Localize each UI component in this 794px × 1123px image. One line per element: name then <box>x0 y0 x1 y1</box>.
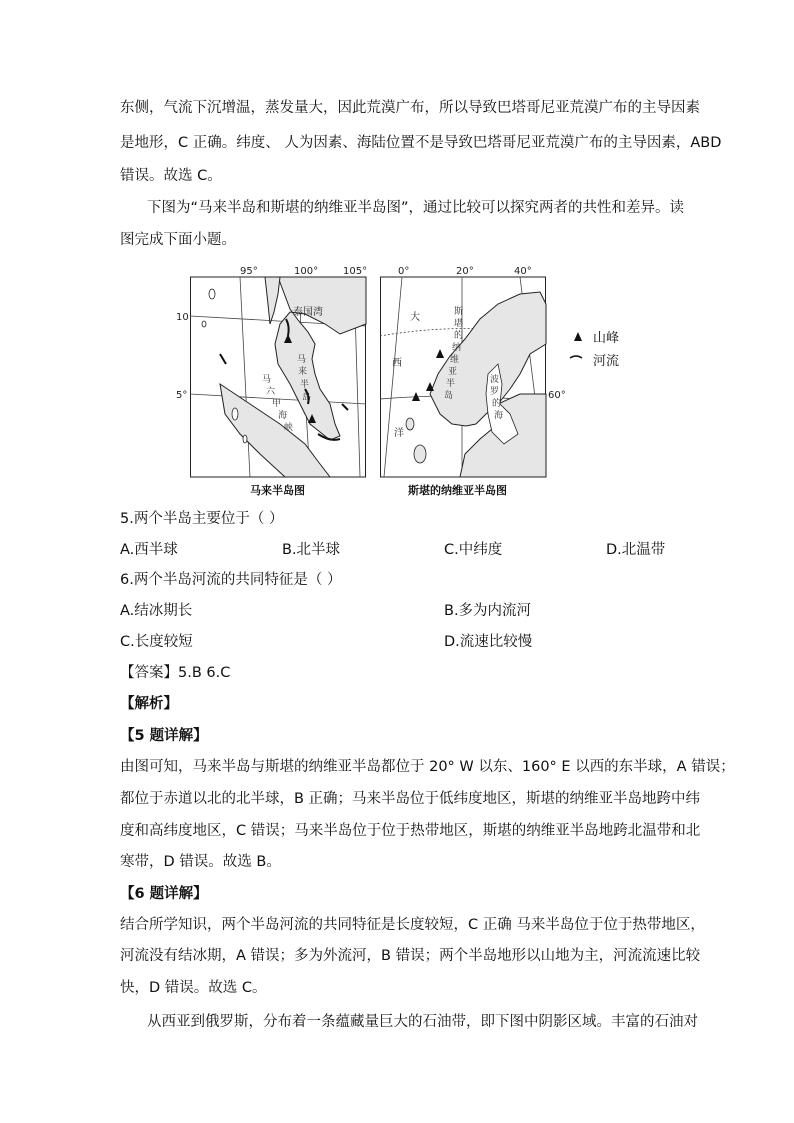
lon-label: 100° <box>294 266 319 277</box>
sea-label: 罗 <box>490 387 500 397</box>
peninsula-label: 马 <box>297 355 307 365</box>
ocean-label: 大 <box>410 312 420 323</box>
passage-line: 是地形，C 正确。纬度、 人为因素、海陆位置不是导致巴塔哥尼亚荒漠广布的主导因素，ABD <box>120 135 722 151</box>
option-b: B.北半球 <box>282 542 341 558</box>
ocean-label: 西 <box>392 358 402 369</box>
passage-line: 错误。故选 C。 <box>120 168 222 184</box>
peninsula-label: 来 <box>298 367 308 377</box>
lat-label: 10 <box>176 312 189 323</box>
detail-line: 度和高纬度地区，C 错误；马来半岛位于位于热带地区，斯堪的纳维亚半岛地跨北温带和北 <box>120 823 701 839</box>
peninsula-label: 的 <box>454 331 464 341</box>
peninsula-label: 半 <box>300 380 310 390</box>
lat-label: 60° <box>548 390 566 401</box>
option-d: D.流速比较慢 <box>444 634 533 650</box>
intro-line: 图完成下面小题。 <box>120 232 236 248</box>
detail-line: 快，D 错误。故选 C。 <box>120 980 267 996</box>
scandinavia-map <box>380 264 580 496</box>
option-d: D.北温带 <box>606 542 666 558</box>
option-c: C.中纬度 <box>444 542 503 558</box>
peninsula-label: 亚 <box>448 367 458 377</box>
passage-line: 从西亚到俄罗斯，分布着一条蕴藏量巨大的石油带，即下图中阴影区域。丰富的石油对 <box>147 1014 698 1030</box>
option-b: B.多为内流河 <box>444 603 532 619</box>
peninsula-label: 堪 <box>454 319 464 329</box>
peninsula-label: 岛 <box>444 391 454 401</box>
intro-line: 下图为“马来半岛和斯堪的纳维亚半岛图”，通过比较可以探究两者的共性和差异。读 <box>147 200 685 216</box>
lon-label: 0° <box>398 266 410 277</box>
question-stem: 5.两个半岛主要位于（ ） <box>120 511 284 527</box>
question-stem: 6.两个半岛河流的共同特征是（ ） <box>120 572 342 588</box>
gulf-label: 泰国湾 <box>293 307 323 318</box>
detail-line: 寒带，D 错误。故选 B。 <box>120 854 281 870</box>
strait-label: 六 <box>266 387 276 397</box>
option-c: C.长度较短 <box>120 634 193 650</box>
lon-label: 95° <box>240 266 258 277</box>
river-icon <box>570 356 582 358</box>
strait-label: 甲 <box>272 399 282 409</box>
lon-label: 105° <box>343 266 368 277</box>
option-a: A.结冰期长 <box>120 603 193 619</box>
detail-line: 都位于赤道以北的北半球，B 正确；马来半岛位于低纬度地区，斯堪的纳维亚半岛地跨中纬 <box>120 791 701 807</box>
lon-label: 20° <box>456 266 474 277</box>
peninsula-label: 维 <box>450 355 460 365</box>
map-caption-malay: 马来半岛图 <box>250 484 305 497</box>
detail-line: 结合所学知识，两个半岛河流的共同特征是长度较短，C 正确 马来半岛位于位于热带地区， <box>120 917 705 933</box>
detail-line: 河流没有结冰期，A 错误；多为外流河，B 错误；两个半岛地形以山地为主，河流流速比较 <box>120 948 701 964</box>
strait-label: 峡 <box>284 423 294 433</box>
sea-label: 波 <box>490 375 500 385</box>
lon-label: 40° <box>514 266 532 277</box>
detail-line: 由图可知，马来半岛与斯堪的纳维亚半岛都位于 20° W 以东、160° E 以西的东半球，A 错误； <box>120 759 735 775</box>
map-caption-scandinavia: 斯堪的纳维亚半岛图 <box>408 484 507 497</box>
peninsula-label: 半 <box>446 379 456 389</box>
option-a: A.西半球 <box>120 542 178 558</box>
peninsula-label: 纳 <box>452 343 462 353</box>
legend-river-label: 河流 <box>593 354 620 369</box>
peninsula-label: 斯 <box>454 307 464 317</box>
analysis-title: 【解析】 <box>120 696 178 712</box>
legend-peak-label: 山峰 <box>593 331 620 346</box>
peak-icon <box>574 332 582 341</box>
passage-line: 东侧，气流下沉增温，蒸发量大，因此荒漠广布，所以导致巴塔哥尼亚荒漠广布的主导因素 <box>120 100 700 116</box>
lat-label: 5° <box>176 390 188 401</box>
malay-peninsula-map <box>176 264 368 496</box>
answer-line: 【答案】5.B 6.C <box>120 665 231 681</box>
q6-detail-title: 【6 题详解】 <box>120 886 208 902</box>
sea-label: 的 <box>492 399 502 409</box>
strait-label: 海 <box>278 411 288 421</box>
ocean-label: 洋 <box>394 428 404 439</box>
peninsula-label: 岛 <box>302 393 312 403</box>
sea-label: 海 <box>494 411 504 421</box>
q5-detail-title: 【5 题详解】 <box>120 728 208 744</box>
strait-label: 马 <box>262 375 272 385</box>
